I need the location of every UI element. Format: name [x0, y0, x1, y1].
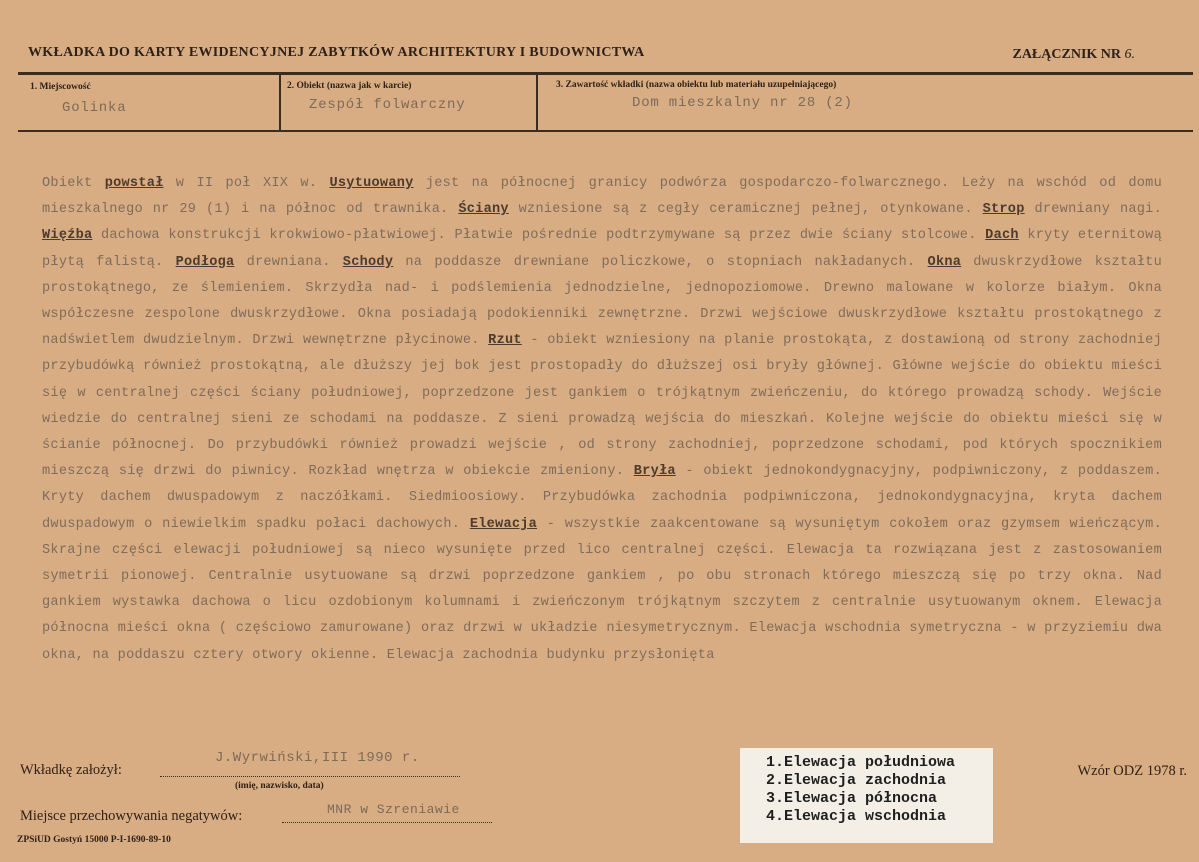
text-segment: na poddasze drewniane policzkowe, o stopniach nakładanych.	[393, 254, 928, 270]
inserted-by-value: J.Wyrwiński,III 1990 r.	[215, 750, 420, 766]
text-segment: - obiekt wzniesiony na planie prostokąta, z dostawioną od strony zachodniej przybudówką również prostokątną, ale dłuższy jej bok jest prostopadły do dłuższej osi bryły głównej. Główne wejście do obiektu mieści się w centralnej części ściany południowej, poprzedzone jest gankiem o trójkątnym zwieńczeniu, do którego prowadzą schody. Wejście wiedzie do centralnej sieni ze schodami na poddasze. Z sieni prowadzą wejścia do mieszkań. Kolejne wejście do obiektu mieści się w ścianie północnej. Do przybudówki również prowadzi wejście , od strony zachodniej, poprzedzone schodami, pod których spocznikiem mieszczą się drzwi do piwnicy. Rozkład wnętrza w obiekcie zmieniony.	[42, 333, 1162, 480]
section-keyword: Rzut	[488, 333, 522, 349]
text-segment: drewniana.	[234, 254, 343, 270]
section-keyword: Podłoga	[175, 254, 235, 270]
text-segment: - wszystkie zaakcentowane są wysuniętym cokołem oraz gzymsem wieńczącym. Skrajne części elewacji południowej są nieco wysunięte przed lico centralnej części. Elewacja ta rozwiązana jest z zastosowaniem symetrii pionowej. Centralnie usytuowane są drzwi poprzedzone gankiem , po obu stronach którego mieszczą się po trzy okna. Nad gankiem wystawka dachowa o licu ozdobionym kolumnami i zwieńczonym trójkątnym szczytem z centralnie usytuowanym oknem. Elewacja północna mieści okna ( częściowo zamurowane) oraz drzwi w układzie niesymetrycznym. Elewacja wschodnia symetryczna - w przyziemiu dwa okna, na poddaszu cztery otwory okienne. Elewacja zachodnia budynku przysłonięta	[42, 516, 1162, 663]
photo-list-item: 3.Elewacja północna	[766, 790, 938, 807]
section-keyword: powstał	[104, 176, 164, 191]
text-segment: w II poł XIX w.	[163, 176, 330, 191]
fields-bottom-rule	[18, 130, 1193, 132]
photo-list-item: 4.Elewacja wschodnia	[766, 808, 947, 825]
text-segment: drewniany nagi.	[1024, 202, 1162, 218]
text-segment: Obiekt	[42, 176, 105, 191]
section-keyword: Okna	[927, 254, 962, 270]
section-keyword: Ściany	[458, 202, 509, 218]
negatives-value: MNR w Szreniawie	[327, 802, 460, 817]
form-title: WKŁADKA DO KARTY EWIDENCYJNEJ ZABYTKÓW ARCHITEKTURY I BUDOWNICTWA	[28, 45, 645, 60]
text-segment: - obiekt jednokondygnacyjny, podpiwniczony, z poddaszem. Kryty dachem dwuspadowym z naczółkami. Siedmioosiowy. Przybudówka zachodnia podpiwniczona, jednokondygnacyjna, kryta dachem dwuspadowym o niewielkim spadku połaci dachowych.	[42, 464, 1163, 532]
object-label: 2. Obiekt (nazwa jak w karcie)	[287, 81, 412, 91]
section-keyword: Więźba	[42, 228, 93, 244]
locality-label: 1. Miejscowość	[30, 82, 91, 92]
annex-label-text: ZAŁĄCZNIK NR	[1012, 47, 1121, 62]
form-model-label: Wzór ODZ 1978 r.	[1077, 763, 1187, 779]
locality-value: Golinka	[62, 100, 127, 116]
content-value: Dom mieszkalny nr 28 (2)	[632, 95, 853, 111]
annex-number: 6.	[1124, 47, 1135, 62]
printer-imprint: ZPSiUD Gostyń 15000 P-I-1690-89-10	[17, 835, 171, 845]
text-segment: wzniesione są z cegły ceramicznej pełnej, otynkowane.	[508, 202, 983, 218]
negatives-label: Miejsce przechowywania negatywów:	[20, 808, 243, 824]
field-divider-1	[279, 74, 281, 130]
section-keyword: Dach	[985, 228, 1019, 244]
section-keyword: Schody	[342, 254, 394, 270]
text-segment: kryty eternitową płytą falistą.	[42, 228, 1162, 270]
section-keyword: Elewacja	[469, 516, 538, 532]
photo-list-item: 1.Elewacja południowa	[766, 754, 956, 771]
description-text	[42, 171, 1162, 669]
section-keyword: Bryła	[633, 464, 676, 480]
inserted-by-note: (imię, nazwisko, data)	[235, 781, 324, 791]
top-rule	[18, 72, 1193, 75]
inserted-by-line	[160, 776, 460, 777]
content-label: 3. Zawartość wkładki (nazwa obiektu lub materiału uzupełniającego)	[556, 80, 837, 90]
field-divider-2	[536, 74, 538, 130]
photo-list-slip	[740, 748, 993, 843]
negatives-line	[282, 822, 492, 823]
inserted-by-label: Wkładkę założył:	[20, 762, 122, 778]
text-segment: dwuskrzydłowe kształtu prostokątnego, ze ślemieniem. Skrzydła nad- i podślemienia jednodzielne, jednopoziomowe. Drewno malowane w kolorze białym. Okna współczesne zespolone dwuskrzydłowe. Okna posiadają podokienniki zewnętrzne. Drzwi wejściowe dwuskrzydłowe kształtu prostokątnego z nadświetlem dwudzielnym. Drzwi wewnętrzne płycinowe.	[42, 254, 1162, 349]
section-keyword: Strop	[982, 202, 1025, 218]
object-value: Zespół folwarczny	[309, 97, 466, 113]
annex-label	[1012, 47, 1135, 63]
section-keyword: Usytuowany	[329, 176, 414, 191]
text-segment: jest na północnej granicy podwórza gospodarczo-folwarcznego. Leży na wschód od domu mieszkalnego nr 29 (1) i na północ od trawnika.	[42, 176, 1162, 218]
photo-list-item: 2.Elewacja zachodnia	[766, 772, 947, 789]
text-segment: dachowa konstrukcji krokwiowo-płatwiowej. Płatwie pośrednie podtrzymywane są przez dwie ściany stolcowe.	[92, 228, 986, 244]
